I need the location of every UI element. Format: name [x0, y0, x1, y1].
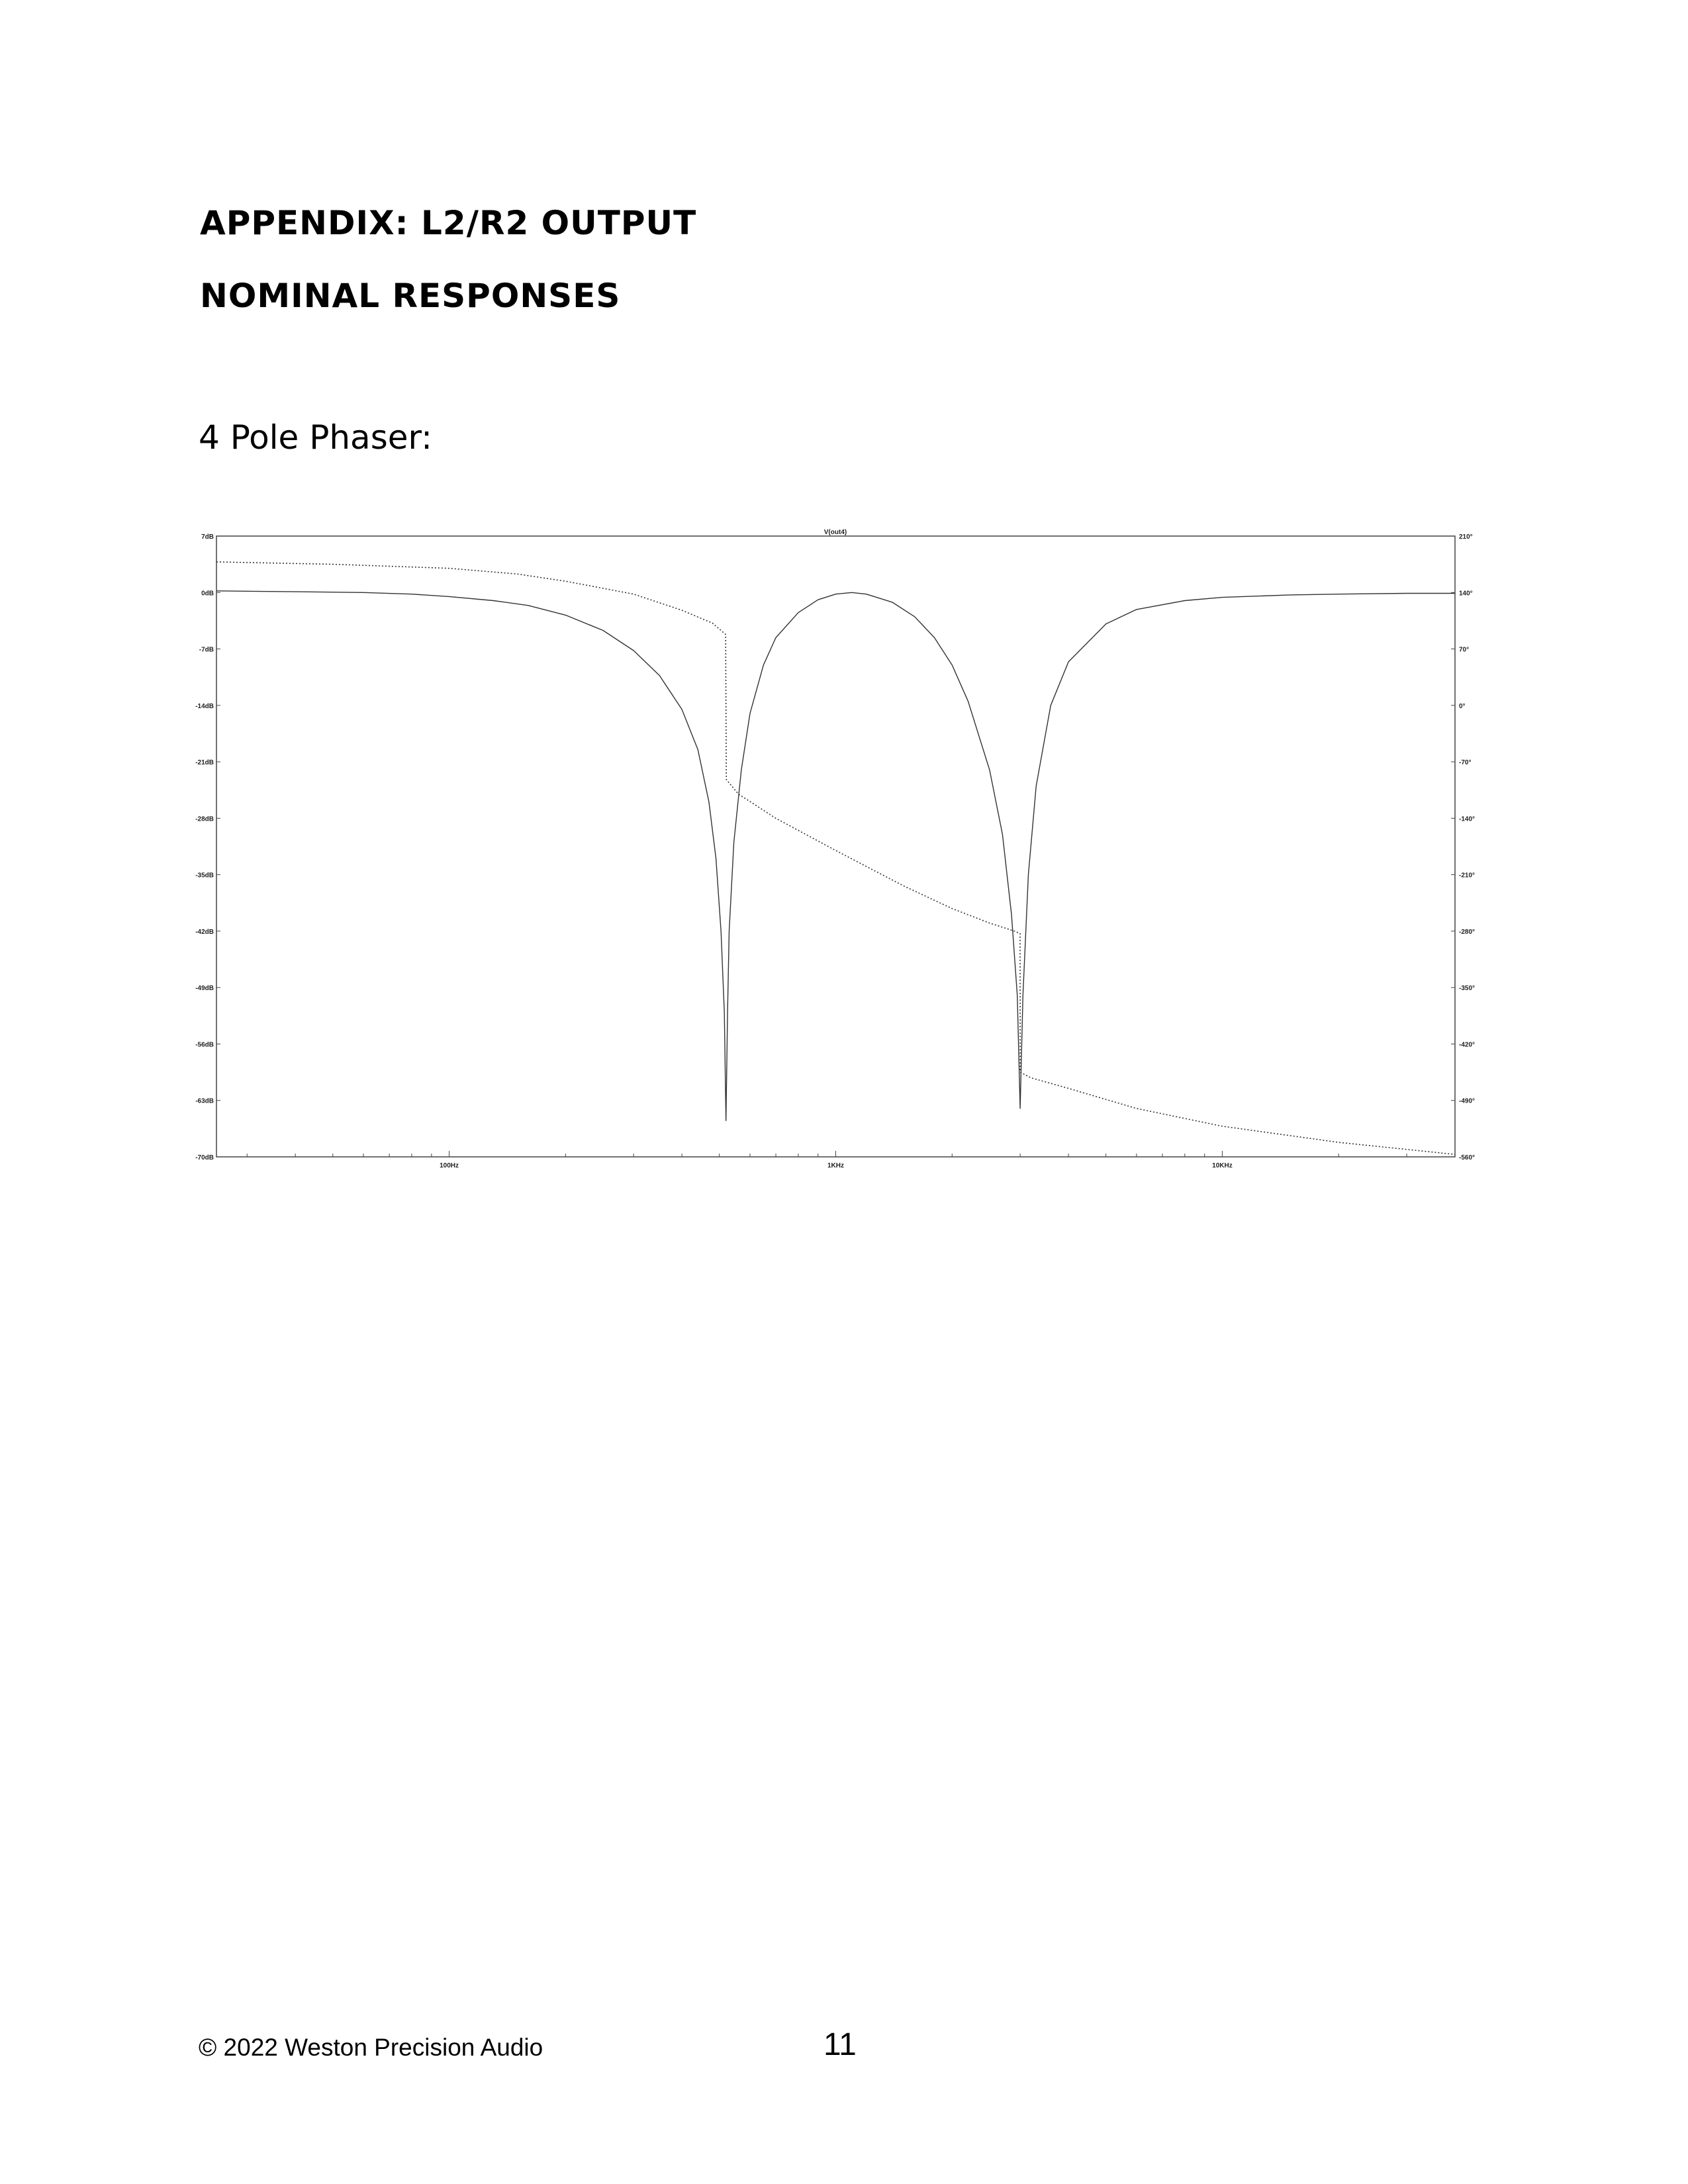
left-tick-label: -49dB [195, 985, 214, 993]
left-tick-label: -35dB [195, 872, 214, 880]
appendix-heading: APPENDIX: L2/R2 OUTPUT [200, 204, 697, 242]
plot-frame [216, 536, 1455, 1157]
ticks-layer [195, 533, 1475, 1169]
x-tick-label: 100Hz [440, 1162, 459, 1169]
left-tick-label: -63dB [195, 1097, 214, 1105]
right-tick-label: 140° [1459, 590, 1473, 598]
left-tick-label: 0dB [201, 590, 214, 598]
left-tick-label: -7dB [199, 646, 214, 654]
left-tick-label: -70dB [195, 1154, 214, 1161]
left-tick-label: 7dB [201, 533, 214, 541]
x-tick-label: 10KHz [1212, 1162, 1233, 1169]
right-tick-label: -420° [1459, 1041, 1476, 1049]
right-tick-label: -350° [1459, 985, 1476, 993]
right-tick-label: -560° [1459, 1154, 1476, 1161]
right-tick-label: -140° [1459, 815, 1476, 823]
right-tick-label: -210° [1459, 872, 1476, 880]
right-tick-label: -490° [1459, 1097, 1476, 1105]
right-tick-label: 70° [1459, 646, 1470, 654]
left-tick-label: -56dB [195, 1041, 214, 1049]
left-tick-label: -28dB [195, 815, 214, 823]
page-number: 11 [823, 2027, 857, 2062]
footer-copyright: © 2022 Weston Precision Audio [199, 2034, 543, 2061]
left-tick-label: -14dB [195, 702, 214, 710]
right-tick-label: 210° [1459, 533, 1473, 541]
left-tick-label: -42dB [195, 928, 214, 936]
left-tick-label: -21dB [195, 759, 214, 767]
right-tick-label: -280° [1459, 928, 1476, 936]
bode-plot-chart [192, 526, 1483, 1175]
right-tick-label: -70° [1459, 759, 1472, 767]
right-tick-label: 0° [1459, 702, 1466, 710]
x-tick-label: 1KHz [827, 1162, 845, 1169]
nominal-responses-heading: NOMINAL RESPONSES [200, 277, 621, 315]
phase-series-line [216, 562, 1455, 1154]
series-layer [216, 562, 1455, 1154]
magnitude-series-line [216, 591, 1455, 1120]
section-subtitle: 4 Pole Phaser: [199, 418, 433, 457]
chart-title: V(out4) [823, 529, 847, 536]
